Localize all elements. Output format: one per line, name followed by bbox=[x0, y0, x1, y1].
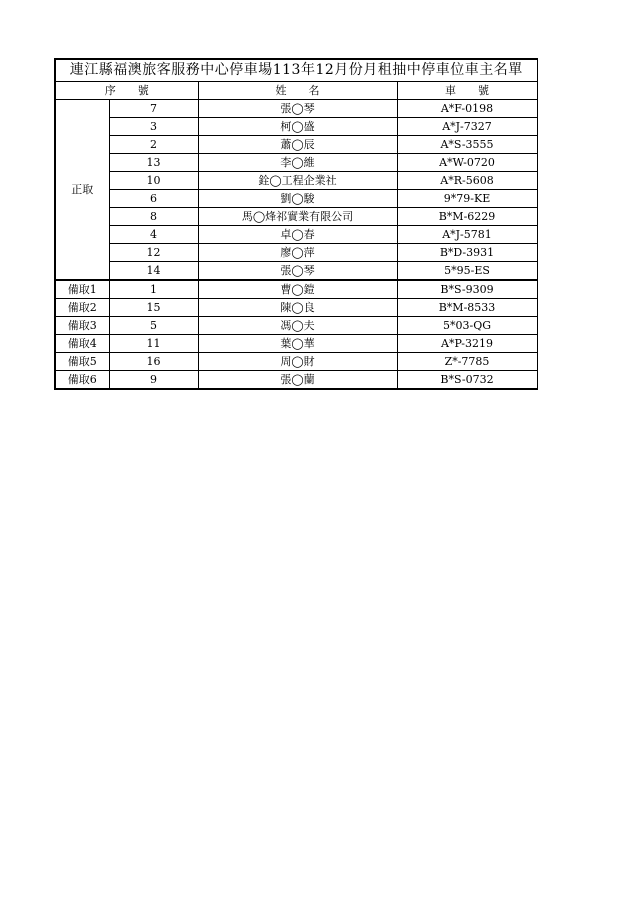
table-row bbox=[55, 190, 537, 208]
sheet-title: 連江縣福澳旅客服務中心停車場113年12月份月租抽中停車位車主名單 bbox=[55, 59, 537, 82]
owner-name: 張◯琴 bbox=[198, 262, 397, 281]
plate-number: A*P-3219 bbox=[397, 335, 537, 353]
seq-number: 9 bbox=[109, 371, 198, 390]
table-row bbox=[55, 172, 537, 190]
plate-number: A*F-0198 bbox=[397, 100, 537, 118]
plate-number: 5*95-ES bbox=[397, 262, 537, 281]
backup-label: 備取3 bbox=[55, 317, 109, 335]
table-row bbox=[55, 335, 537, 353]
seq-number: 12 bbox=[109, 244, 198, 262]
owner-name: 卓◯春 bbox=[198, 226, 397, 244]
seq-number: 3 bbox=[109, 118, 198, 136]
owner-name: 曹◯鎧 bbox=[198, 280, 397, 299]
backup-label: 備取5 bbox=[55, 353, 109, 371]
table-row bbox=[55, 118, 537, 136]
table-row bbox=[55, 136, 537, 154]
table-row bbox=[55, 100, 537, 118]
seq-number: 15 bbox=[109, 299, 198, 317]
seq-number: 8 bbox=[109, 208, 198, 226]
owner-name: 葉◯華 bbox=[198, 335, 397, 353]
seq-number: 2 bbox=[109, 136, 198, 154]
seq-number: 11 bbox=[109, 335, 198, 353]
seq-number: 6 bbox=[109, 190, 198, 208]
owner-name: 蕭◯辰 bbox=[198, 136, 397, 154]
owner-name: 周◯財 bbox=[198, 353, 397, 371]
plate-number: A*J-5781 bbox=[397, 226, 537, 244]
seq-number: 10 bbox=[109, 172, 198, 190]
owner-name: 劉◯駿 bbox=[198, 190, 397, 208]
owner-name: 馮◯夫 bbox=[198, 317, 397, 335]
plate-number: Z*-7785 bbox=[397, 353, 537, 371]
table-row bbox=[55, 353, 537, 371]
table-row bbox=[55, 226, 537, 244]
table-row bbox=[55, 317, 537, 335]
table-row bbox=[55, 299, 537, 317]
plate-number: A*W-0720 bbox=[397, 154, 537, 172]
seq-number: 7 bbox=[109, 100, 198, 118]
table-row bbox=[55, 371, 537, 390]
header-seq: 序 號 bbox=[55, 82, 198, 100]
backup-label: 備取1 bbox=[55, 280, 109, 299]
seq-number: 13 bbox=[109, 154, 198, 172]
owner-name: 銓◯工程企業社 bbox=[198, 172, 397, 190]
owner-name: 張◯蘭 bbox=[198, 371, 397, 390]
header-plate: 車 號 bbox=[397, 82, 537, 100]
seq-number: 4 bbox=[109, 226, 198, 244]
header-name: 姓 名 bbox=[198, 82, 397, 100]
owner-name: 陳◯良 bbox=[198, 299, 397, 317]
table-row bbox=[55, 280, 537, 299]
plate-number: A*J-7327 bbox=[397, 118, 537, 136]
table-row bbox=[55, 208, 537, 226]
owner-name: 廖◯萍 bbox=[198, 244, 397, 262]
table-row bbox=[55, 262, 537, 281]
plate-number: A*R-5608 bbox=[397, 172, 537, 190]
plate-number: B*D-3931 bbox=[397, 244, 537, 262]
plate-number: B*M-8533 bbox=[397, 299, 537, 317]
table-row bbox=[55, 154, 537, 172]
plate-number: B*S-0732 bbox=[397, 371, 537, 390]
owner-name: 張◯琴 bbox=[198, 100, 397, 118]
table-row bbox=[55, 244, 537, 262]
seq-number: 1 bbox=[109, 280, 198, 299]
owner-name: 柯◯盛 bbox=[198, 118, 397, 136]
owner-name: 李◯維 bbox=[198, 154, 397, 172]
plate-number: B*M-6229 bbox=[397, 208, 537, 226]
plate-number: A*S-3555 bbox=[397, 136, 537, 154]
seq-number: 14 bbox=[109, 262, 198, 281]
plate-number: 5*03-QG bbox=[397, 317, 537, 335]
group-label-main: 正取 bbox=[55, 100, 109, 281]
parking-lottery-table bbox=[54, 58, 538, 390]
backup-label: 備取2 bbox=[55, 299, 109, 317]
backup-label: 備取6 bbox=[55, 371, 109, 390]
seq-number: 5 bbox=[109, 317, 198, 335]
owner-name: 馬◯烽祁實業有限公司 bbox=[198, 208, 397, 226]
seq-number: 16 bbox=[109, 353, 198, 371]
backup-label: 備取4 bbox=[55, 335, 109, 353]
plate-number: B*S-9309 bbox=[397, 280, 537, 299]
plate-number: 9*79-KE bbox=[397, 190, 537, 208]
